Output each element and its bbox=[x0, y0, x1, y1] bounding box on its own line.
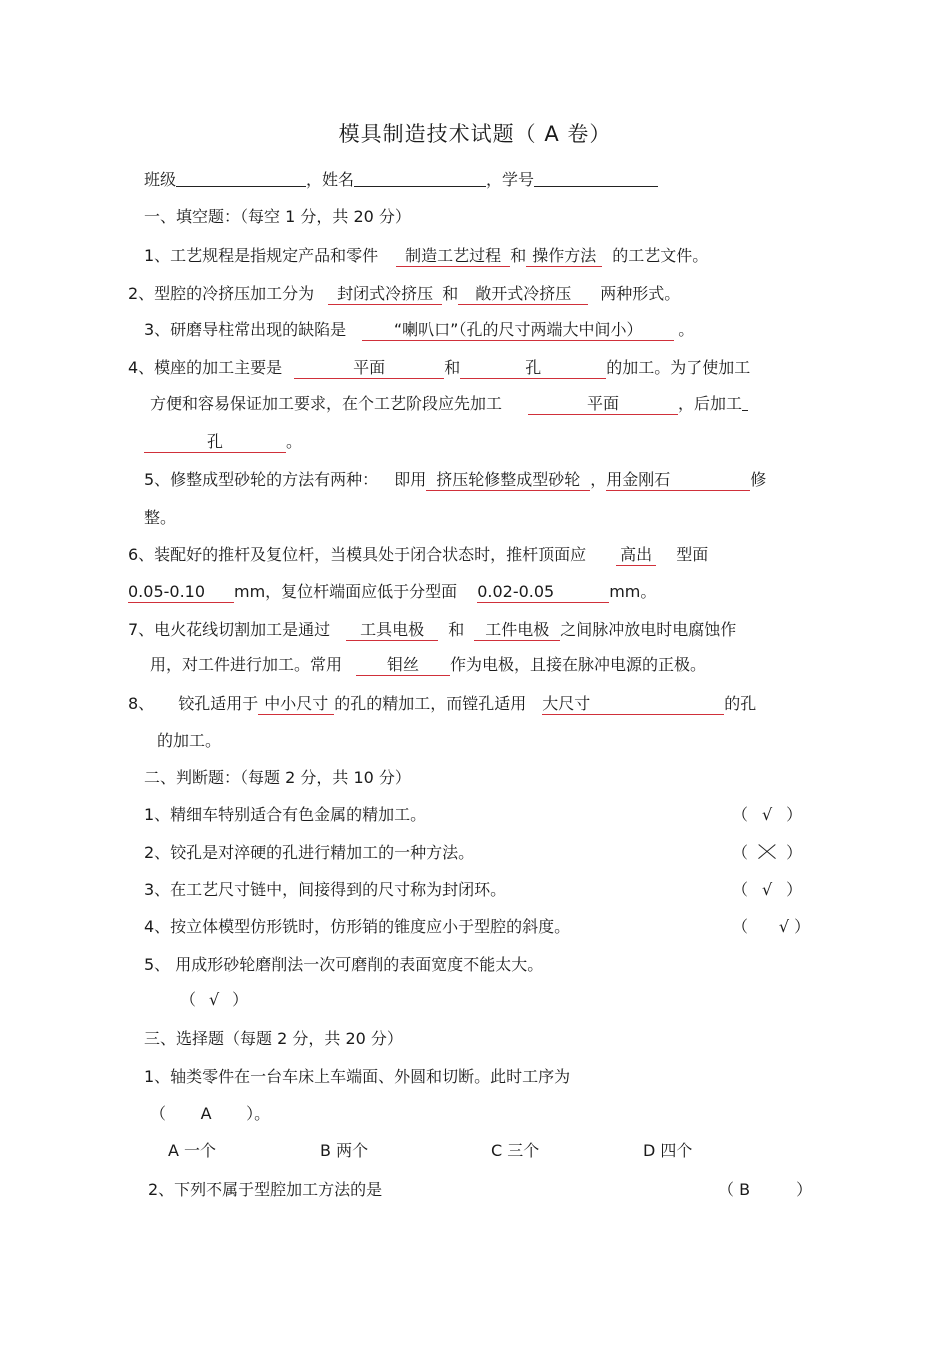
check-mark: √ bbox=[778, 917, 790, 936]
question-1-8: 8、 铰孔适用于 中小尺寸 的孔的精加工，而镗孔适用 大尺寸 的孔 bbox=[128, 694, 757, 713]
choice-answer: A bbox=[200, 1104, 212, 1123]
choice-answer: B bbox=[739, 1180, 751, 1199]
answer-blank: 用金刚石 bbox=[606, 470, 750, 491]
name-label: ，姓名 bbox=[306, 170, 355, 189]
class-label: 班级 bbox=[144, 170, 177, 189]
answer-bracket: （ ） bbox=[732, 843, 803, 862]
question-1-1: 1、工艺规程是指规定产品和零件 制造工艺过程 和 操作方法 的工艺文件。 bbox=[144, 246, 709, 265]
question-1-7-line-2: 用，对工件进行加工。常用 钼丝 作为电极，且接在脉冲电源的正极。 bbox=[150, 655, 707, 674]
answer-blank: 钼丝 bbox=[356, 655, 450, 676]
check-mark: √ bbox=[761, 805, 773, 824]
judge-question-2: 2、铰孔是对淬硬的孔进行精加工的一种方法。 bbox=[144, 843, 475, 862]
check-mark: √ bbox=[208, 990, 220, 1009]
judge-question-4: 4、按立体模型仿形铣时，仿形销的锥度应小于型腔的斜度。 bbox=[144, 917, 571, 936]
option-c: C 三个 bbox=[491, 1141, 540, 1160]
answer-blank: 中小尺寸 bbox=[258, 694, 334, 715]
question-1-8-line-2: 的加工。 bbox=[157, 731, 222, 750]
answer-blank: 挤压轮修整成型砂轮 bbox=[426, 470, 590, 491]
answer-bracket: （ √ ） bbox=[180, 990, 249, 1009]
answer-blank: 0.05-0.10 bbox=[128, 582, 234, 603]
judge-question-5: 5、 用成形砂轮磨削法一次可磨削的表面宽度不能太大。 bbox=[144, 955, 544, 974]
cross-icon bbox=[758, 843, 776, 861]
answer-blank: 制造工艺过程 bbox=[396, 246, 510, 267]
answer-blank: 孔 bbox=[144, 432, 286, 453]
answer-blank: 高出 bbox=[616, 545, 656, 566]
class-blank[interactable] bbox=[176, 170, 306, 187]
answer-blank: 0.02-0.05 bbox=[477, 582, 609, 603]
option-a: A 一个 bbox=[168, 1141, 217, 1160]
answer-blank: 平面 bbox=[528, 394, 678, 415]
answer-blank: 工件电极 bbox=[474, 620, 560, 641]
question-1-6: 6、装配好的推杆及复位杆，当模具处于闭合状态时，推杆顶面应 高出 型面 bbox=[128, 545, 709, 564]
page-title: 模具制造技术试题（ A 卷） bbox=[338, 122, 612, 146]
question-1-4-line-2: 方便和容易保证加工要求，在个工艺阶段应先加工 平面 ，后加工 bbox=[150, 394, 748, 415]
judge-question-1: 1、精细车特别适合有色金属的精加工。 bbox=[144, 805, 427, 824]
answer-bracket: （ √ ） bbox=[732, 805, 803, 824]
choice-question-2: 2、下列不属于型腔加工方法的是 bbox=[148, 1180, 383, 1199]
answer-blank: 操作方法 bbox=[526, 246, 602, 267]
question-1-5-line-2: 整。 bbox=[144, 508, 177, 527]
name-blank[interactable] bbox=[354, 170, 486, 187]
question-1-3: 3、研磨导柱常出现的缺陷是 “喇叭口”（孔的尺寸两端大中间小） 。 bbox=[144, 320, 695, 339]
judge-question-3: 3、在工艺尺寸链中，间接得到的尺寸称为封闭环。 bbox=[144, 880, 507, 899]
student-info-line bbox=[144, 170, 658, 190]
question-1-5: 5、修整成型砂轮的方法有两种： 即用 挤压轮修整成型砂轮 ，用金刚石 修 bbox=[144, 470, 767, 489]
section-3-heading: 三、选择题（每题 2 分，共 20 分） bbox=[144, 1029, 403, 1048]
answer-bracket: （ A ）。 bbox=[150, 1104, 271, 1123]
answer-blank: 敞开式冷挤压 bbox=[458, 284, 588, 305]
answer-blank: 封闭式冷挤压 bbox=[328, 284, 442, 305]
option-b: B 两个 bbox=[320, 1141, 369, 1160]
answer-bracket: （ √ ） bbox=[732, 917, 811, 936]
question-1-6-line-2: 0.05-0.10 mm，复位杆端面应低于分型面 0.02-0.05 mm。 bbox=[128, 582, 657, 601]
question-1-2: 2、型腔的冷挤压加工分为 封闭式冷挤压 和 敞开式冷挤压 两种形式。 bbox=[128, 284, 681, 303]
student-id-label: ，学号 bbox=[486, 170, 535, 189]
section-2-heading: 二、判断题：（每题 2 分，共 10 分） bbox=[144, 768, 411, 787]
question-1-7: 7、电火花线切割加工是通过 工具电极 和 工件电极 之间脉冲放电时电腐蚀作 bbox=[128, 620, 737, 639]
question-1-4-line-3: 孔 。 bbox=[144, 432, 302, 453]
answer-blank: 孔 bbox=[460, 358, 606, 379]
answer-blank: “喇叭口”（孔的尺寸两端大中间小） bbox=[362, 320, 674, 341]
section-1-heading: 一、填空题：（每空 1 分，共 20 分） bbox=[144, 207, 411, 226]
answer-blank: 平面 bbox=[294, 358, 444, 379]
question-1-4: 4、模座的加工主要是 平面 和 孔 的加工。为了使加工 bbox=[128, 358, 751, 377]
answer-bracket: （ √ ） bbox=[732, 880, 803, 899]
answer-blank: 大尺寸 bbox=[542, 694, 724, 715]
option-d: D 四个 bbox=[643, 1141, 693, 1160]
check-mark: √ bbox=[761, 880, 773, 899]
answer-bracket: （ B ） bbox=[718, 1180, 813, 1199]
answer-blank: 工具电极 bbox=[346, 620, 438, 641]
choice-question-1: 1、轴类零件在一台车床上车端面、外圆和切断。此时工序为 bbox=[144, 1067, 571, 1086]
student-id-blank[interactable] bbox=[534, 170, 658, 187]
